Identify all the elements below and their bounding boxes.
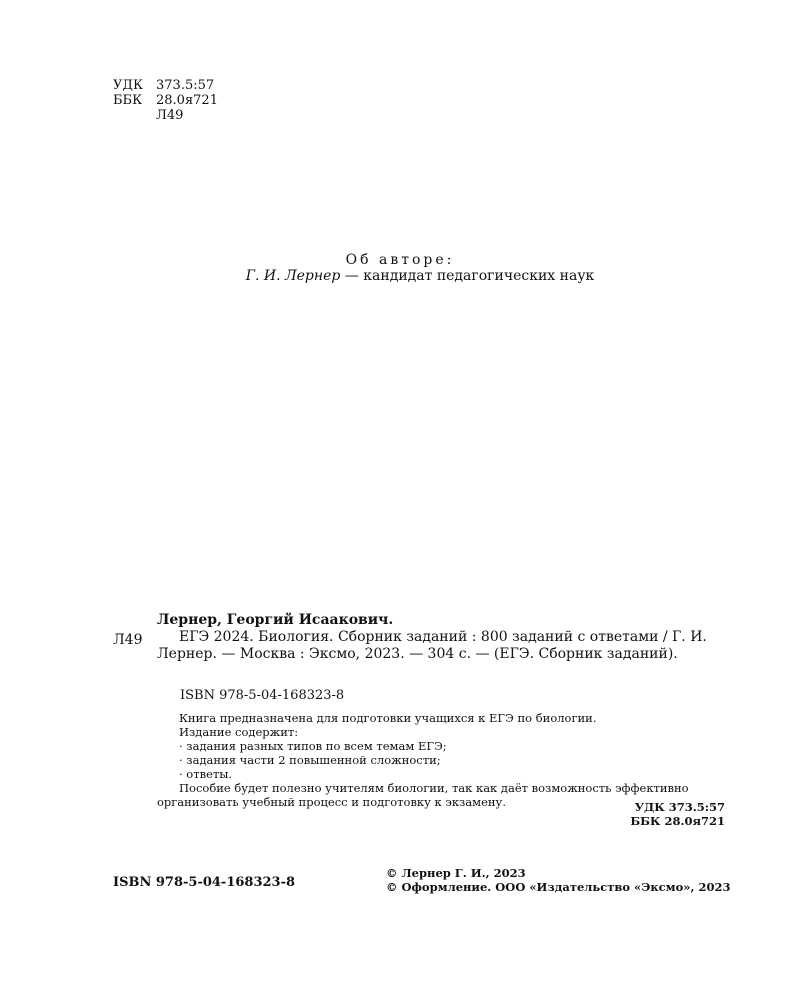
code-row-bbk	[113, 93, 218, 108]
annotation-bullet: · задания разных типов по всем темам ЕГЭ;	[179, 739, 447, 753]
code-row-udk	[113, 78, 218, 93]
record-rest: : 800 заданий с ответами / Г. И. Лернер. — Москва : Эксмо, 2023. — 304 с. — (ЕГЭ. Сборник заданий).	[157, 629, 707, 662]
code-label	[113, 108, 156, 123]
classification-codes-right	[560, 800, 725, 828]
bibliographic-record	[157, 612, 727, 663]
code-value: 28.0я721	[156, 93, 218, 108]
about-author-heading: Об авторе:	[345, 252, 455, 268]
record-description	[157, 629, 727, 663]
copyright-block	[386, 866, 731, 894]
copyright-design: © Оформление. ООО «Издательство «Эксмо», 2023	[386, 880, 731, 894]
code-bbk: ББК 28.0я721	[630, 814, 725, 828]
annotation	[157, 711, 729, 809]
annotation-line: Издание содержит:	[179, 725, 299, 739]
code-value: 373.5:57	[156, 78, 215, 93]
code-label: ББК	[113, 93, 143, 108]
code-label: УДК	[113, 78, 144, 93]
isbn: ISBN 978-5-04-168323-8	[180, 688, 345, 703]
copyright-author: © Лернер Г. И., 2023	[386, 866, 526, 880]
annotation-bullet: · задания части 2 повышенной сложности;	[179, 753, 441, 767]
code-udk: УДК 373.5:57	[634, 800, 725, 814]
author-name: Г. И. Лернер	[245, 268, 341, 284]
record-author: Лернер, Георгий Исаакович.	[157, 612, 394, 628]
author-mark: Л49	[113, 632, 143, 648]
annotation-bullet: · ответы.	[179, 767, 233, 781]
isbn-bottom: ISBN 978-5-04-168323-8	[113, 875, 296, 890]
annotation-line: Книга предназначена для подготовки учащихся к ЕГЭ по биологии.	[179, 711, 597, 725]
classification-codes	[113, 78, 218, 123]
code-row-author-mark	[113, 108, 218, 123]
about-author-line	[0, 268, 800, 284]
code-value: Л49	[156, 108, 184, 123]
record-title: ЕГЭ 2024. Биология. Сборник заданий	[179, 629, 468, 645]
annotation-line: Пособие будет полезно учителям биологии, так как даёт возможность эффективно организовать учебный процесс и подготовку к экзамену.	[157, 781, 689, 809]
author-description: — кандидат педагогических наук	[340, 268, 595, 284]
